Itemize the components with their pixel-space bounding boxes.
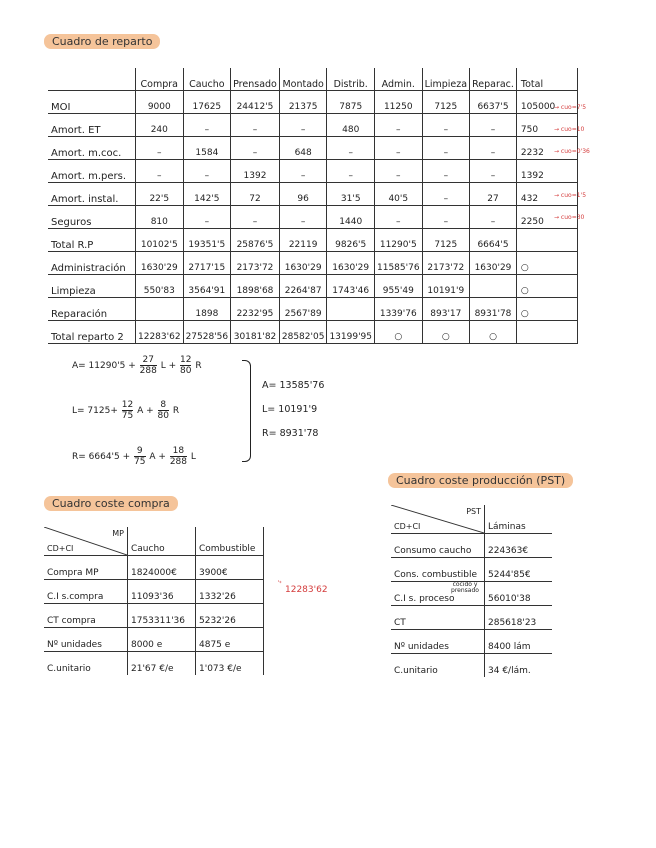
row-label: C.I s.compra [44,580,128,604]
row-label [391,630,485,654]
table-cell: 1392 [231,160,280,183]
table-cell: 105000 [516,91,577,114]
table-row [48,160,577,183]
col-header: Montado [279,68,327,91]
eq-text: L + [160,361,177,371]
denominator: 288 [169,457,187,467]
row-label: C.unitario [44,652,128,676]
row-label [391,606,485,630]
table-cell: – [470,137,517,160]
red-annotation: → cuo=0'36 [554,148,590,155]
corner-bottom-label: CD+CI [47,544,74,553]
table-cell: 1630'29 [327,252,375,275]
table-cell: 8931'78 [470,298,517,321]
table-row [48,137,577,160]
table-cell: 5232'26 [196,604,264,628]
equation-r [72,446,196,467]
brace [242,360,251,462]
table-cell: 11250 [375,91,423,114]
col-header: Caucho [128,527,196,556]
col-header: Distrib. [327,68,375,91]
table-cell: 24412'5 [231,91,280,114]
table-cell: 27 [470,183,517,206]
table-row [48,229,577,252]
eq-text: R= 6664'5 + [72,452,131,462]
corner-cell [391,505,485,534]
row-label: Administración [48,252,136,275]
table-cell: 8400 lám [485,630,553,654]
table-cell: 142'5 [183,183,231,206]
table-cell: ○ [516,252,577,275]
table-cell: 28582'05 [279,321,327,344]
table-cell: – [183,206,231,229]
row-label: MOI [48,91,136,114]
table-cell: 17625 [183,91,231,114]
table-cell: – [231,206,280,229]
reparto-table [48,68,578,344]
eq-text: A + [149,452,166,462]
row-label: Amort. m.pers. [48,160,136,183]
table-cell: – [183,114,231,137]
red-annotation: → cuo=30 [554,214,585,221]
table-cell: 9826'5 [327,229,375,252]
table-cell: 2567'89 [279,298,327,321]
table-cell [516,321,577,344]
numerator: 12 [180,355,192,365]
fraction [158,400,169,421]
numerator: 27 [140,355,157,366]
table-cell: 30181'82 [231,321,280,344]
table-cell: 810 [136,206,184,229]
row-label-text: C.unitario [394,666,438,676]
fraction [180,355,191,376]
table-cell: 25876'5 [231,229,280,252]
table-cell: 11093'36 [128,580,196,604]
table-cell: 2717'15 [183,252,231,275]
table-cell: 3564'91 [183,275,231,298]
solution-a: A= 13585'76 [262,380,325,391]
table-cell: 34 €/lám. [485,654,553,678]
table-cell: 9000 [136,91,184,114]
col-header: Limpieza [422,68,470,91]
table-cell: 7875 [327,91,375,114]
table-row [44,580,264,604]
table-cell: ○ [470,321,517,344]
table-cell: – [136,137,184,160]
col-header: Compra [136,68,184,91]
table-cell: 1'073 €/e [196,652,264,676]
table-row [48,298,577,321]
table-row [48,275,577,298]
table-cell: 7125 [422,91,470,114]
table-cell: – [470,206,517,229]
equation-l [72,400,179,421]
corner-top-label: MP [112,529,124,538]
table-row [48,114,577,137]
table-cell: – [183,160,231,183]
table-row [44,652,264,676]
table-cell: 1753311'36 [128,604,196,628]
table-cell [327,298,375,321]
table-row [391,630,552,654]
row-label-text: Nº unidades [394,642,449,652]
table-cell: – [375,206,423,229]
header-row [391,505,552,534]
denominator: 75 [134,457,146,467]
table-cell: – [327,160,375,183]
table-cell: 2173'72 [422,252,470,275]
denominator: 80 [157,411,169,421]
table-cell: 7125 [422,229,470,252]
table-cell: 40'5 [375,183,423,206]
table-cell: – [422,206,470,229]
table-cell: 893'17 [422,298,470,321]
row-label: Amort. m.coc. [48,137,136,160]
numerator: 8 [158,400,169,411]
numerator: 12 [121,400,134,410]
col-header: Reparac. [470,68,517,91]
col-header: Caucho [183,68,231,91]
side-value: 12283'62 [285,585,328,595]
table-cell: 1743'46 [327,275,375,298]
table-cell: – [422,183,470,206]
table-cell: 31'5 [327,183,375,206]
table-cell: 21'67 €/e [128,652,196,676]
col-header: Admin. [375,68,423,91]
table-cell: 27528'56 [183,321,231,344]
corner-cell [44,527,128,556]
table-cell: 750 [516,114,577,137]
header-row [48,68,577,91]
table-cell: 1339'76 [375,298,423,321]
row-label: Amort. ET [48,114,136,137]
table-cell: – [231,137,280,160]
red-annotation: → cuo=1'5 [554,192,587,199]
table-cell: 96 [279,183,327,206]
table-cell: 2173'72 [231,252,280,275]
row-label: Limpieza [48,275,136,298]
table-cell: – [470,160,517,183]
table-cell: 22'5 [136,183,184,206]
table-row [391,534,552,558]
title-coste-compra: Cuadro coste compra [44,496,178,511]
table-cell: 21375 [279,91,327,114]
table-cell: – [279,114,327,137]
table-cell: – [422,137,470,160]
fraction [170,446,187,467]
table-cell: ○ [375,321,423,344]
table-cell: 56010'38 [485,582,553,606]
table-cell: 6664'5 [470,229,517,252]
compra-table [44,527,264,675]
table-cell: – [279,160,327,183]
col-header: Total [516,68,577,91]
table-cell: 6637'5 [470,91,517,114]
row-label: Total R.P [48,229,136,252]
row-label-text: Cons. combustible [394,570,478,580]
table-cell: – [375,137,423,160]
table-cell: 19351'5 [183,229,231,252]
table-cell: 550'83 [136,275,184,298]
row-label: Seguros [48,206,136,229]
table-cell: 11585'76 [375,252,423,275]
numerator: 9 [134,446,145,457]
title-reparto: Cuadro de reparto [44,34,160,49]
table-cell: – [327,137,375,160]
table-cell: ○ [516,275,577,298]
red-annotation: → cuo=7'5 [554,104,587,111]
table-row [391,582,552,606]
table-cell: 648 [279,137,327,160]
row-label-text: CT [394,618,406,628]
row-label [391,534,485,558]
solution-l: L= 10191'9 [262,404,318,415]
red-annotation: → cuo=10 [554,126,585,133]
numerator: 18 [170,446,187,457]
table-cell: – [375,114,423,137]
eq-text: A= 11290'5 + [72,361,136,371]
table-cell: 13199'95 [327,321,375,344]
solution-r: R= 8931'78 [262,428,319,439]
col-header: Prensado [231,68,280,91]
fraction [122,400,133,421]
table-cell: 480 [327,114,375,137]
table-cell: 3900€ [196,556,264,580]
produccion-table [391,505,552,677]
table-cell: – [231,114,280,137]
table-cell: 955'49 [375,275,423,298]
row-label-text: C.I s. proceso [394,594,455,604]
table-cell: 22119 [279,229,327,252]
table-cell [516,229,577,252]
eq-text: L [190,452,196,462]
table-cell: 224363€ [485,534,553,558]
table-cell: 2232 [516,137,577,160]
denominator: 75 [121,411,134,421]
table-row [48,91,577,114]
table-cell: 2264'87 [279,275,327,298]
header-row [44,527,264,556]
fraction [140,355,157,376]
table-row [48,183,577,206]
table-row [44,556,264,580]
table-cell: – [279,206,327,229]
row-extra-label: cocido y prensado [451,581,479,594]
table-cell: – [136,160,184,183]
row-label: Nº unidades [44,628,128,652]
eq-text: A + [137,406,154,416]
table-cell: 1630'29 [136,252,184,275]
row-label [391,558,485,582]
table-row [391,654,552,678]
row-label: Reparación [48,298,136,321]
table-cell: 1630'29 [470,252,517,275]
eq-text: R [195,361,202,371]
table-row [391,606,552,630]
table-cell [470,275,517,298]
table-cell: – [422,114,470,137]
table-cell: 4875 e [196,628,264,652]
table-cell: 10102'5 [136,229,184,252]
table-cell: 1898 [183,298,231,321]
table-cell: 2250 [516,206,577,229]
table-cell: 2232'95 [231,298,280,321]
table-row [48,206,577,229]
table-cell: 5244'85€ [485,558,553,582]
denominator: 288 [139,366,157,376]
table-cell: 12283'62 [136,321,184,344]
table-cell: 240 [136,114,184,137]
corner-cell [48,68,136,91]
table-cell: 1392 [516,160,577,183]
fraction [134,446,145,467]
col-header: Combustible [196,527,264,556]
row-label [391,582,485,606]
title-coste-produccion: Cuadro coste producción (PST) [388,473,573,488]
row-label [391,654,485,678]
denominator: 80 [180,366,192,376]
table-row [391,558,552,582]
table-row [48,321,577,344]
table-cell: 1824000€ [128,556,196,580]
equation-a [72,355,202,376]
table-cell: 8000 e [128,628,196,652]
row-label: Amort. instal. [48,183,136,206]
table-cell: 1584 [183,137,231,160]
table-cell: 1440 [327,206,375,229]
table-cell: 72 [231,183,280,206]
eq-text: R [172,406,180,416]
row-label-text: Consumo caucho [394,546,472,556]
table-cell: 432 [516,183,577,206]
eq-text: L= 7125+ [72,406,118,416]
table-cell: – [470,114,517,137]
side-note: ⤷ [278,578,282,585]
row-label: Compra MP [44,556,128,580]
table-cell: ○ [422,321,470,344]
corner-bottom-label: CD+CI [394,522,421,531]
table-row [48,252,577,275]
table-cell: 285618'23 [485,606,553,630]
corner-top-label: PST [466,507,481,516]
table-row [44,628,264,652]
row-label: CT compra [44,604,128,628]
table-cell: ○ [516,298,577,321]
col-header: Láminas [485,505,553,534]
table-cell: 10191'9 [422,275,470,298]
table-cell: 1630'29 [279,252,327,275]
table-cell: – [375,160,423,183]
table-cell: – [422,160,470,183]
table-cell: 1332'26 [196,580,264,604]
table-cell: 1898'68 [231,275,280,298]
table-cell: 11290'5 [375,229,423,252]
table-cell [136,298,184,321]
table-row [44,604,264,628]
row-label: Total reparto 2 [48,321,136,344]
